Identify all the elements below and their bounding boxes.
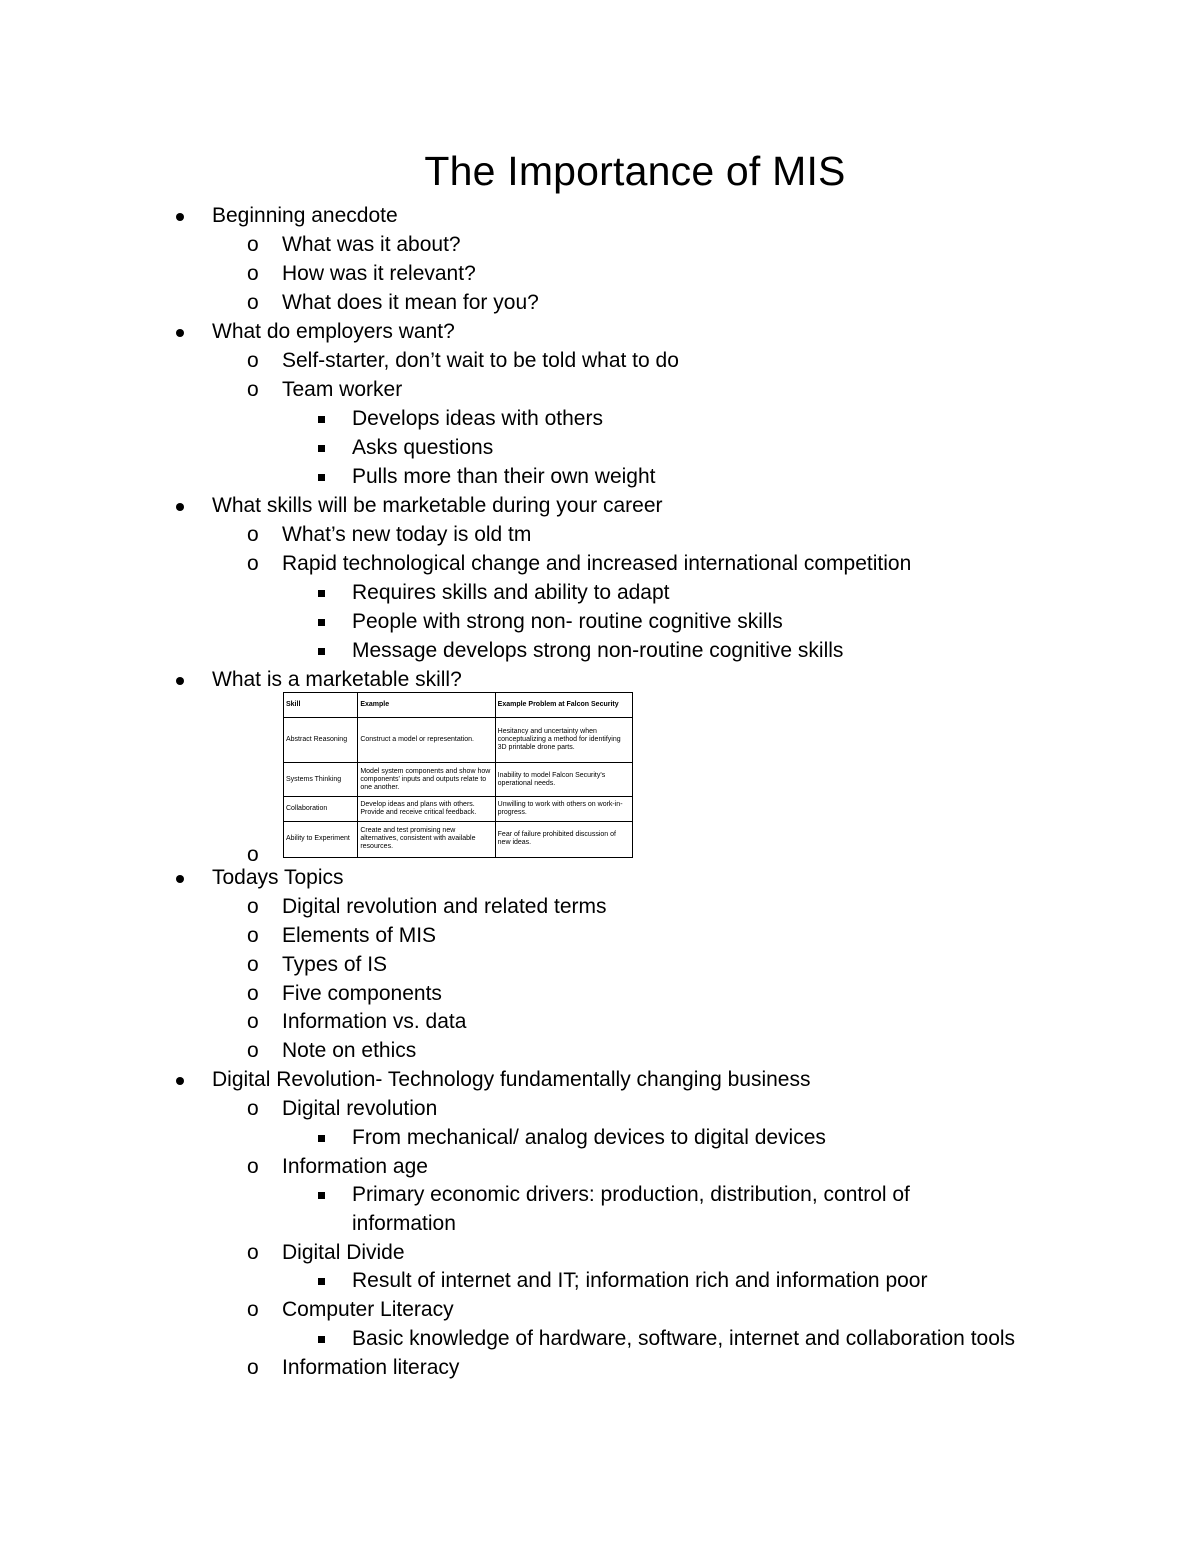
- table-cell: Collaboration: [284, 797, 358, 822]
- list-item: [247, 1036, 417, 1065]
- list-item: [212, 863, 344, 892]
- table-cell: Create and test promising new alternatives, consistent with available resources.: [358, 821, 495, 857]
- table-cell: Ability to Experiment: [284, 821, 358, 857]
- list-item: [247, 1295, 454, 1324]
- circle-bullet-icon: o: [247, 349, 259, 372]
- circle-bullet-icon: o: [247, 1298, 259, 1321]
- list-item-text: What does it mean for you?: [282, 291, 539, 314]
- list-item-text: What was it about?: [282, 233, 461, 256]
- list-item-text: Digital Revolution- Technology fundamentally changing business: [212, 1068, 811, 1091]
- list-item: [247, 1353, 460, 1382]
- list-item: [212, 201, 398, 230]
- circle-bullet-icon: o: [247, 1097, 259, 1120]
- table-row: [284, 717, 633, 762]
- bullet-icon: [176, 503, 184, 511]
- list-item: [247, 1007, 467, 1036]
- table-row: [284, 763, 633, 797]
- table-cell: Model system components and show how components' inputs and outputs relate to one another.: [358, 763, 495, 797]
- list-item: [247, 1152, 428, 1181]
- list-item-text: Five components: [282, 982, 442, 1005]
- list-item: [247, 375, 403, 404]
- list-item-text: Team worker: [282, 378, 403, 401]
- list-item-text: Computer Literacy: [282, 1298, 454, 1321]
- square-bullet-icon: [318, 416, 325, 423]
- circle-bullet-icon: o: [247, 1155, 259, 1178]
- list-item-text: Self-starter, don’t wait to be told what to do: [282, 349, 679, 372]
- list-item-text-continuation: information: [352, 1212, 456, 1235]
- list-item: [352, 607, 783, 636]
- list-item-text: What is a marketable skill?: [212, 668, 462, 691]
- circle-bullet-icon: o: [247, 378, 259, 401]
- list-item-text: Information age: [282, 1155, 428, 1178]
- list-item: [247, 950, 388, 979]
- table-cell: Systems Thinking: [284, 763, 358, 797]
- list-item-text: Primary economic drivers: production, distribution, control of: [352, 1183, 910, 1206]
- list-item-text: Digital revolution: [282, 1097, 438, 1120]
- bullet-icon: [176, 875, 184, 883]
- list-item-text: From mechanical/ analog devices to digital devices: [352, 1126, 826, 1149]
- square-bullet-icon: [318, 445, 325, 452]
- list-item: [352, 636, 843, 665]
- square-bullet-icon: [318, 1135, 325, 1142]
- list-item-text: Information literacy: [282, 1356, 460, 1379]
- table-cell: Hesitancy and uncertainty when conceptualizing a method for identifying 3D printable drone parts.: [495, 717, 632, 762]
- list-item-text: What skills will be marketable during your career: [212, 494, 663, 517]
- list-item-text: How was it relevant?: [282, 262, 476, 285]
- list-item-text: Types of IS: [282, 953, 388, 976]
- list-item-text: Requires skills and ability to adapt: [352, 581, 670, 604]
- circle-bullet-icon: o: [247, 523, 259, 546]
- table-header-cell: Skill: [284, 693, 358, 718]
- page-title: The Importance of MIS: [424, 148, 846, 194]
- list-item: [352, 433, 493, 462]
- list-item: [247, 979, 442, 1008]
- list-item-text: Information vs. data: [282, 1010, 467, 1033]
- square-bullet-icon: [318, 1192, 325, 1199]
- list-item: [247, 549, 912, 578]
- list-item: [247, 921, 437, 950]
- circle-bullet-icon: o: [247, 895, 259, 918]
- square-bullet-icon: [318, 474, 325, 481]
- list-item-text: Digital revolution and related terms: [282, 895, 607, 918]
- circle-bullet-icon: o: [247, 262, 259, 285]
- circle-bullet-icon: o: [247, 233, 259, 256]
- list-item: [247, 259, 476, 288]
- table-header-cell: Example Problem at Falcon Security: [495, 693, 632, 718]
- list-item-text: Note on ethics: [282, 1039, 417, 1062]
- bullet-icon: [176, 213, 184, 221]
- list-item-text: People with strong non- routine cognitive skills: [352, 610, 783, 633]
- list-item: [352, 1324, 1015, 1353]
- list-item: [212, 317, 455, 346]
- square-bullet-icon: [318, 1278, 325, 1285]
- list-item: [247, 892, 607, 921]
- table-header-cell: Example: [358, 693, 495, 718]
- square-bullet-icon: [318, 590, 325, 597]
- list-item-text: Digital Divide: [282, 1241, 405, 1264]
- list-item: [352, 578, 670, 607]
- list-item-text: Message develops strong non-routine cognitive skills: [352, 639, 844, 662]
- list-item-text: Basic knowledge of hardware, software, internet and collaboration tools: [352, 1327, 1016, 1350]
- table-cell: Fear of failure prohibited discussion of new ideas.: [495, 821, 632, 857]
- list-item: [352, 1180, 910, 1209]
- list-item: [247, 230, 461, 259]
- table-row: [284, 797, 633, 822]
- list-item-text: What’s new today is old tm: [282, 523, 532, 546]
- table-cell: Abstract Reasoning: [284, 717, 358, 762]
- square-bullet-icon: [318, 1336, 325, 1343]
- list-item-text: What do employers want?: [212, 320, 455, 343]
- circle-bullet-icon: o: [247, 843, 259, 866]
- list-item: [352, 1123, 826, 1152]
- list-item-text: Rapid technological change and increased international competition: [282, 552, 912, 575]
- skills-table: [283, 692, 633, 858]
- list-item-text: Asks questions: [352, 436, 494, 459]
- circle-bullet-icon: o: [247, 1010, 259, 1033]
- list-item-text: Pulls more than their own weight: [352, 465, 656, 488]
- list-item: [247, 1238, 405, 1267]
- list-item: [352, 404, 603, 433]
- table-cell: Construct a model or representation.: [358, 717, 495, 762]
- list-item: [247, 520, 532, 549]
- list-item-text: Beginning anecdote: [212, 204, 398, 227]
- table-cell: Develop ideas and plans with others. Provide and receive critical feedback.: [358, 797, 495, 822]
- circle-bullet-icon: o: [247, 982, 259, 1005]
- list-item: [247, 288, 539, 317]
- circle-bullet-icon: o: [247, 1039, 259, 1062]
- circle-bullet-icon: o: [247, 924, 259, 947]
- table-cell: Unwilling to work with others on work-in-progress.: [495, 797, 632, 822]
- list-item: [352, 462, 656, 491]
- table-row: [284, 821, 633, 857]
- circle-bullet-icon: o: [247, 953, 259, 976]
- table-header-row: [284, 693, 633, 718]
- list-item-text: Elements of MIS: [282, 924, 437, 947]
- list-item: [352, 1266, 927, 1295]
- list-item: [212, 1065, 810, 1094]
- list-item: [212, 665, 462, 694]
- circle-bullet-icon: o: [247, 552, 259, 575]
- list-item: [247, 346, 679, 375]
- bullet-icon: [176, 329, 184, 337]
- bullet-icon: [176, 677, 184, 685]
- list-item: [247, 1094, 438, 1123]
- bullet-icon: [176, 1077, 184, 1085]
- table-cell: Inability to model Falcon Security's operational needs.: [495, 763, 632, 797]
- list-item: [212, 491, 663, 520]
- square-bullet-icon: [318, 619, 325, 626]
- list-item-text: Todays Topics: [212, 866, 344, 889]
- circle-bullet-icon: o: [247, 291, 259, 314]
- circle-bullet-icon: o: [247, 1356, 259, 1379]
- list-item-text: Develops ideas with others: [352, 407, 603, 430]
- square-bullet-icon: [318, 648, 325, 655]
- list-item-text: Result of internet and IT; information rich and information poor: [352, 1269, 928, 1292]
- circle-bullet-icon: o: [247, 1241, 259, 1264]
